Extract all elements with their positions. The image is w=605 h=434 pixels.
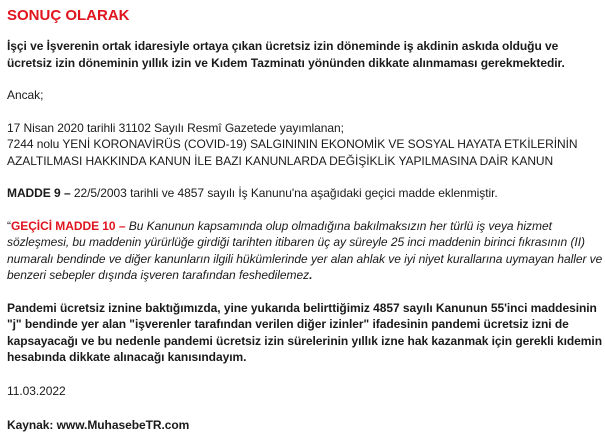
summary-paragraph: İşçi ve İşverenin ortak idaresiyle ortaya çıkan ücretsiz izin döneminde iş akdinin askıda olduğu ve ücretsiz izin döneminin yıllık izin ve Kıdem Tazminatı yönünden dikkate alınmaması gerekmektedir. [7, 39, 565, 70]
open-quote-mark: “ [7, 218, 11, 233]
article-9-paragraph [7, 185, 605, 202]
article-9-text: 22/5/2003 tarihli ve 4857 sayılı İş Kanunu'na aşağıdaki geçici madde eklenmiştir. [70, 186, 498, 200]
gazette-date-line: 17 Nisan 2020 tarihli 31102 Sayılı Resmî Gazetede yayımlanan; [7, 120, 344, 135]
source-line [7, 417, 605, 434]
however-paragraph: Ancak; [7, 88, 44, 102]
law-title-line: 7244 nolu YENİ KORONAVİRÜS (COVID-19) SALGINININ EKONOMİK VE SOSYAL HAYATA ETKİLERİNİN AZALTILMASI HAKKINDA KANUN İLE BAZI KANUNLARDA DEĞİŞİKLİK YAPILMASINA DAİR KANUN [7, 137, 578, 168]
article-10-end: . [309, 268, 313, 282]
article-10-paragraph [7, 218, 605, 284]
article-10-text: Bu Kanunun kapsamında olup olmadığına bakılmaksızın her türlü iş veya hizmet sözleşmesi, bu maddenin yürürlüğe girdiği tarihten itibaren üç ay süreyle 25 inci maddenin birinci fıkrasının (II) numaralı bendinde ve diğer kanunların ilgili hükümlerinde yer alan ahlak ve iyi niyet kurallarına uymayan haller ve benzeri sebepler dışında işveren tarafından feshedilemez [7, 218, 603, 282]
section-heading: SONUÇ OLARAK [7, 7, 130, 24]
article-10-label: GEÇİCİ MADDE 10 – [10, 218, 126, 233]
opinion-paragraph: Pandemi ücretsiz iznine baktığımızda, yine yukarıda belirttiğimiz 4857 sayılı Kanunun 55'inci maddesinin "j" bendinde yer alan "işverenler tarafından verilen diğer izinler" ifadesinin pandemi ücretsiz izni de kapsayacağı ve bu nedenle pandemi ücretsiz izin sürelerinin yıllık izne hak kazanmak için gerekli kıdemin hesabında dikkate alınacağı kanısındayım. [7, 300, 602, 364]
source-label: Kaynak: [7, 418, 57, 432]
article-date: 11.03.2022 [7, 383, 66, 398]
source-link[interactable]: www.MuhasebeTR.com [56, 418, 190, 432]
gazette-paragraph [7, 120, 605, 170]
article-9-label: MADDE 9 – [7, 186, 71, 200]
